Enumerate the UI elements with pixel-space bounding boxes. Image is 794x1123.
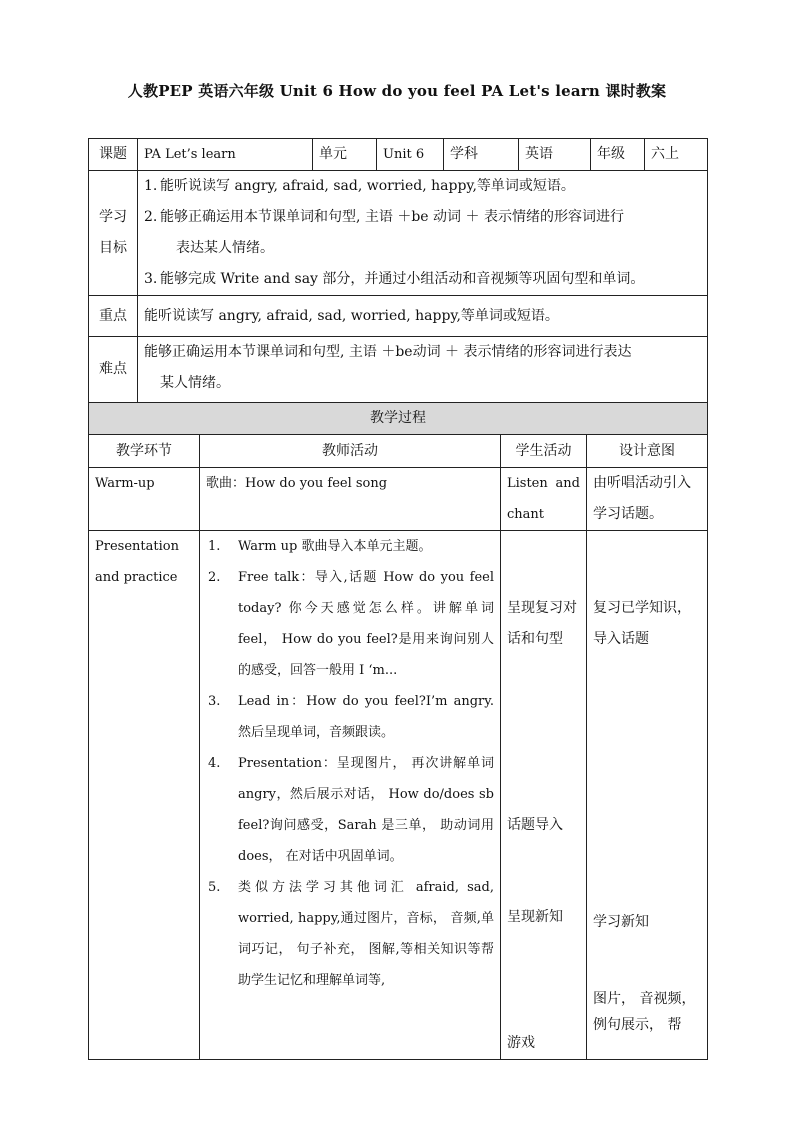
key-label: 重点 xyxy=(89,296,138,337)
warmup-student: Listen and chant xyxy=(501,468,587,531)
goal-item: 1. 能听说读写 angry, afraid, sad, worried, happy,等单词或短语。 xyxy=(144,178,575,194)
grade-label: 年级 xyxy=(591,139,645,171)
teacher-step: 1. Warm up 歌曲导入本单元主题。 xyxy=(208,539,432,554)
warmup-teacher: 歌曲：How do you feel song xyxy=(200,468,501,531)
topic-label: 课题 xyxy=(89,139,138,171)
difficulty-content: 能够正确运用本节课单词和句型, 主语 ＋be动词 ＋ 表示情绪的形容词进行表达 某人情绪。 xyxy=(138,337,708,403)
teacher-step: 3. Lead in：How do you feel?I’m angry. 然后呈现单词，音频跟读。 xyxy=(208,694,494,740)
col-student: 学生活动 xyxy=(501,435,587,468)
document-title: 人教PEP 英语六年级 Unit 6 How do you feel PA Let's learn 课时教案 xyxy=(127,82,667,100)
presentation-teacher xyxy=(200,531,501,1060)
unit-value: Unit 6 xyxy=(377,139,444,171)
unit-label: 单元 xyxy=(313,139,377,171)
intent-3: 图片， 音视频，例句展示， 帮 xyxy=(593,991,696,1033)
teacher-step: 4. Presentation：呈现图片， 再次讲解单词 angry，然后展示对话， How do/does sb feel?询问感受，Sarah 是三单， 助动词用 does， 在对话中巩固单词。 xyxy=(208,756,494,864)
goals-label-text: 学习目标 xyxy=(99,209,127,256)
teacher-step: 5. 类似方法学习其他词汇 afraid, sad, worried, happy,通过图片，音标， 音频,单词巧记， 句子补充， 图解,等相关知识等帮助学生记忆和理解单词等, xyxy=(208,880,494,988)
col-intent: 设计意图 xyxy=(587,435,708,468)
process-header: 教学过程 xyxy=(89,403,708,435)
lesson-info-table xyxy=(88,138,708,403)
grade-value: 六上 xyxy=(645,139,708,171)
difficulty-label: 难点 xyxy=(89,337,138,403)
intent-1: 复习已学知识，导入话题 xyxy=(593,600,691,647)
col-stage: 教学环节 xyxy=(89,435,200,468)
student-activity-1: 呈现复习对话和句型 xyxy=(507,600,577,647)
teaching-process-table xyxy=(88,402,708,1060)
presentation-intent xyxy=(587,531,708,1060)
key-content: 能听说读写 angry, afraid, sad, worried, happy,等单词或短语。 xyxy=(138,296,708,337)
student-activity-4: 游戏 xyxy=(507,1035,535,1051)
goal-item: 2. 能够正确运用本节课单词和句型, 主语 ＋be 动词 ＋ 表示情绪的形容词进行 表达某人情绪。 xyxy=(144,209,624,256)
warmup-stage: Warm-up xyxy=(89,468,200,531)
warmup-intent: 由听唱活动引入学习话题。 xyxy=(587,468,708,531)
topic-value: PA Let’s learn xyxy=(138,139,313,171)
presentation-stage: Presentation and practice xyxy=(89,531,200,1060)
goals-label xyxy=(89,171,138,296)
intent-2: 学习新知 xyxy=(593,914,649,930)
goal-item: 3. 能够完成 Write and say 部分，并通过小组活动和音视频等巩固句型和单词。 xyxy=(144,271,645,287)
student-activity-3: 呈现新知 xyxy=(507,909,563,925)
subject-label: 学科 xyxy=(444,139,519,171)
subject-value: 英语 xyxy=(519,139,591,171)
presentation-student xyxy=(501,531,587,1060)
student-activity-2: 话题导入 xyxy=(507,817,563,833)
col-teacher: 教师活动 xyxy=(200,435,501,468)
goals-content xyxy=(138,171,708,296)
teacher-step: 2. Free talk：导入,话题 How do you feel today? 你今天感觉怎么样。讲解单词 feel， How do you feel?是用来询问别人的感受，回答一般用 I ‘m... xyxy=(208,570,494,678)
